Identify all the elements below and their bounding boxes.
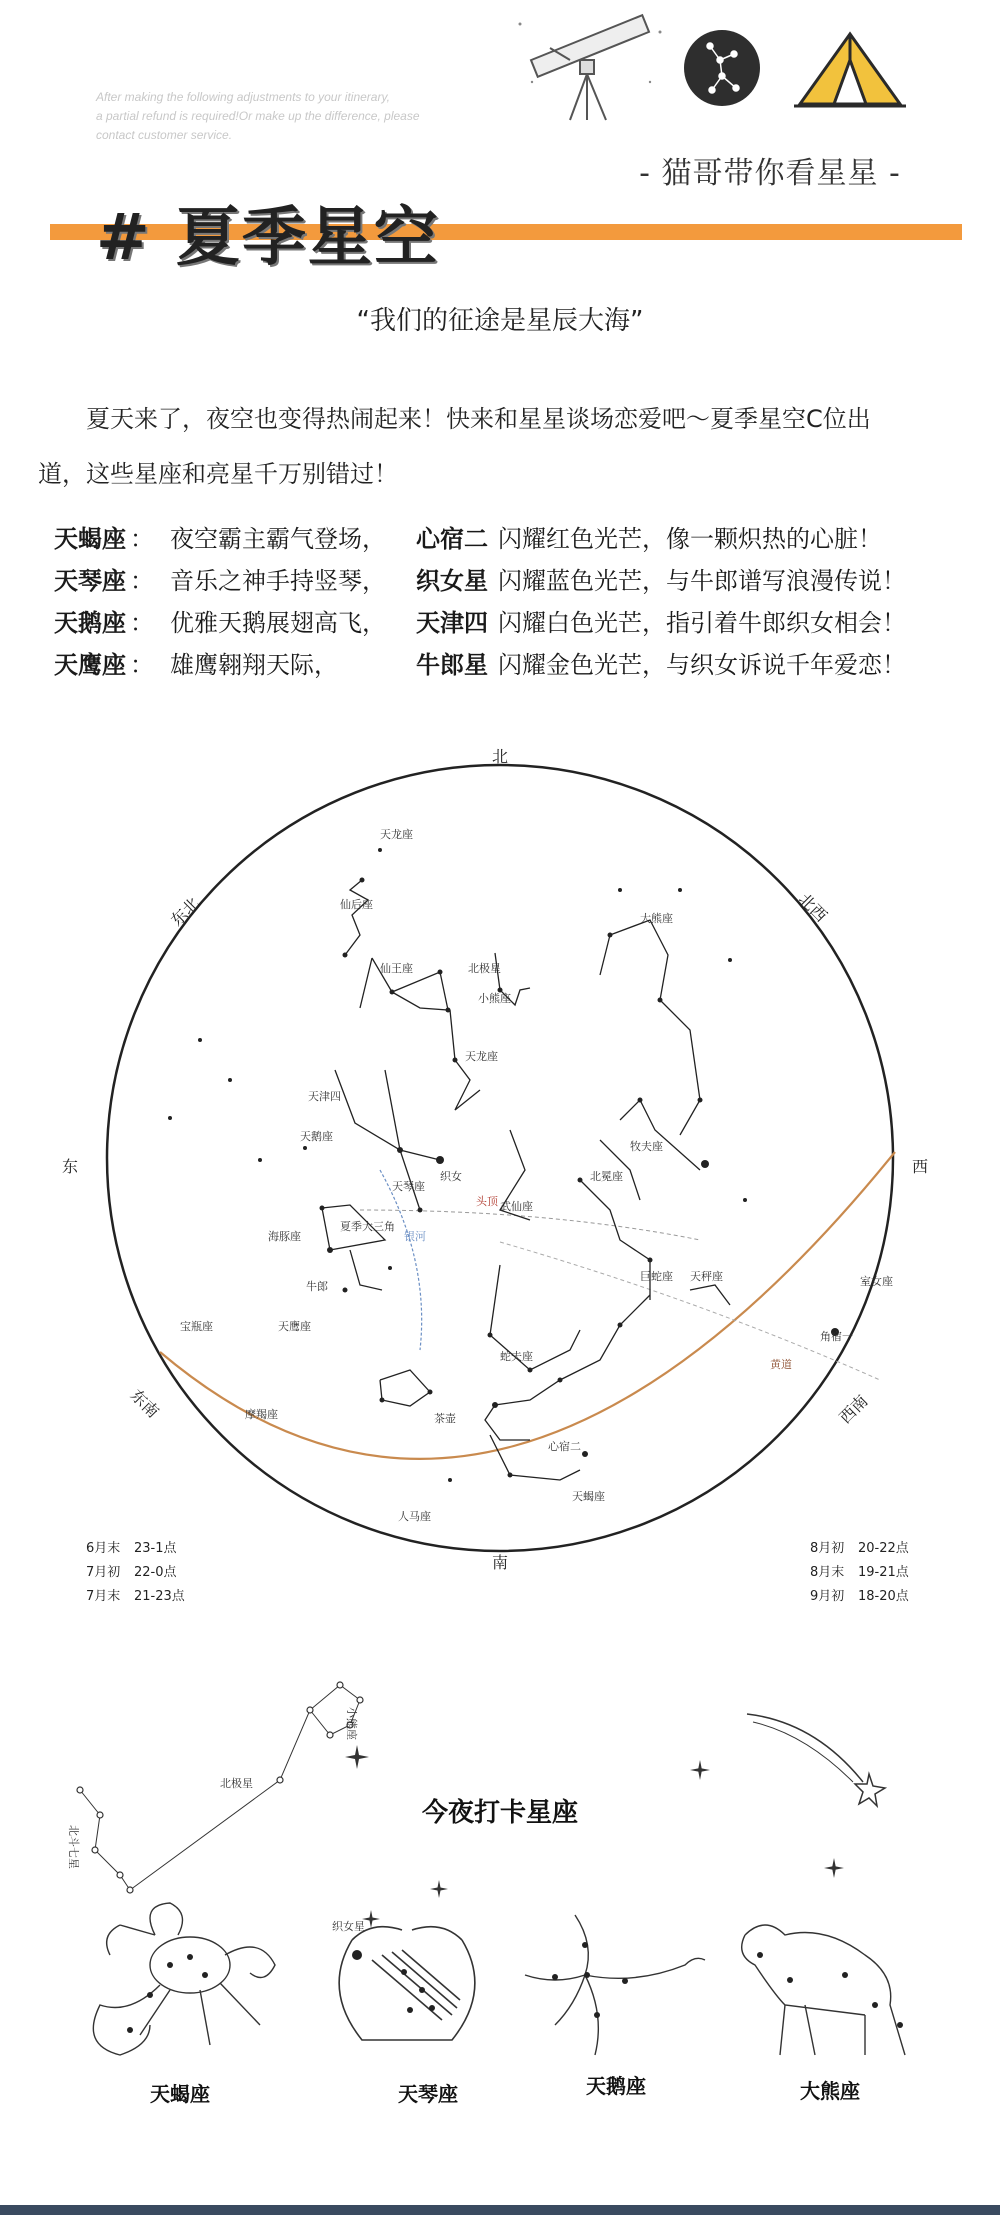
figure-label-cygnus: 天鹅座 (586, 2074, 646, 2098)
intro-paragraph (38, 392, 968, 502)
dir-west: 西 (912, 1157, 929, 1176)
dir-southeast: 东南 (126, 1385, 163, 1422)
svg-text:摩羯座: 摩羯座 (245, 1408, 278, 1421)
dir-southwest: 西南 (835, 1391, 872, 1428)
svg-text:天龙座: 天龙座 (465, 1050, 498, 1063)
cygnus-figure (515, 1905, 715, 2065)
sparkle-icon (824, 1858, 844, 1878)
svg-text:牛郎: 牛郎 (306, 1280, 328, 1293)
sparkle-icon (345, 1745, 369, 1769)
big-dipper-figure (60, 1665, 400, 1895)
svg-text:北极星: 北极星 (220, 1777, 253, 1790)
map-labels (180, 827, 893, 1523)
svg-text:夏季大三角: 夏季大三角 (340, 1220, 395, 1233)
page-title: # 夏季星空 (96, 201, 440, 275)
svg-text:银河: 银河 (404, 1230, 426, 1243)
svg-text:天鹅座: 天鹅座 (300, 1130, 333, 1143)
dir-east: 东 (62, 1157, 79, 1176)
dir-north: 北 (492, 747, 509, 766)
svg-text:天秤座: 天秤座 (690, 1270, 723, 1283)
svg-text:黄道: 黄道 (770, 1358, 792, 1371)
list-item: 9月初 18-20点 (810, 1589, 909, 1604)
figure-label-scorpius: 天蝎座 (150, 2082, 210, 2106)
scorpius-figure (60, 1895, 290, 2075)
intro-line-1: 夏天来了，夜空也变得热闹起来！快来和星星谈场恋爱吧～夏季星空C位出 (86, 405, 871, 433)
svg-text:小熊座: 小熊座 (345, 1707, 358, 1740)
constellation-badge-icon (682, 28, 762, 108)
svg-text:蛇夫座: 蛇夫座 (500, 1350, 533, 1363)
time-table-left (86, 1537, 185, 1609)
svg-text:织女星: 织女星 (332, 1920, 365, 1933)
list-item: 8月初 20-22点 (810, 1541, 909, 1556)
list-item: 天蝎座 ： 夜空霸主霸气登场， 心宿二 闪耀红色光芒，像一颗炽热的心脏！ (54, 525, 882, 553)
sparkle-icon (430, 1880, 448, 1898)
svg-text:武仙座: 武仙座 (500, 1200, 533, 1213)
svg-text:小熊座: 小熊座 (478, 992, 511, 1005)
telescope-icon (510, 12, 670, 122)
lyra-figure (312, 1900, 502, 2070)
svg-text:北斗七星: 北斗七星 (67, 1825, 80, 1869)
checkin-title: 今夜打卡星座 (421, 1798, 578, 1828)
ursa-major-figure (725, 1905, 925, 2065)
list-item: 6月末 23-1点 (86, 1541, 177, 1556)
time-table-right (810, 1537, 909, 1609)
list-item: 8月末 19-21点 (810, 1565, 909, 1580)
stars (168, 848, 839, 1482)
svg-text:宝瓶座: 宝瓶座 (180, 1320, 213, 1333)
constellation-list (54, 518, 974, 686)
star-map (0, 740, 1000, 1640)
svg-text:心宿二: 心宿二 (548, 1440, 581, 1453)
svg-text:角宿一: 角宿一 (820, 1330, 853, 1343)
dir-northeast: 东北 (166, 893, 203, 930)
svg-text:头顶: 头顶 (476, 1195, 498, 1208)
bottom-border (0, 2205, 1000, 2215)
svg-text:室女座: 室女座 (860, 1275, 893, 1288)
list-item: 7月末 21-23点 (86, 1589, 185, 1604)
dir-south: 南 (492, 1553, 509, 1572)
svg-text:天津四: 天津四 (308, 1090, 341, 1103)
svg-text:巨蛇座: 巨蛇座 (640, 1270, 673, 1283)
header-subtitle: - 猫哥带你看星星 - (639, 156, 901, 191)
svg-text:仙王座: 仙王座 (380, 962, 413, 975)
figure-label-lyra: 天琴座 (398, 2082, 458, 2106)
svg-text:海豚座: 海豚座 (268, 1230, 301, 1243)
svg-text:茶壶: 茶壶 (434, 1412, 456, 1425)
svg-text:仙后座: 仙后座 (340, 898, 373, 911)
svg-text:北极星: 北极星 (468, 962, 501, 975)
svg-text:天琴座: 天琴座 (392, 1180, 425, 1193)
svg-text:大熊座: 大熊座 (640, 912, 673, 925)
svg-text:人马座: 人马座 (398, 1510, 431, 1523)
list-item: 7月初 22-0点 (86, 1565, 177, 1580)
tent-icon (790, 30, 910, 110)
list-item: 天琴座 ： 音乐之神手持竖琴， 织女星 闪耀蓝色光芒，与牛郎谱写浪漫传说！ (54, 567, 906, 595)
svg-text:牧夫座: 牧夫座 (630, 1140, 663, 1153)
svg-text:天鹰座: 天鹰座 (278, 1320, 311, 1333)
figure-label-ursa-major: 大熊座 (800, 2079, 860, 2103)
dir-northwest: 北西 (794, 889, 831, 926)
svg-text:织女: 织女 (440, 1170, 462, 1183)
ecliptic-line (500, 1242, 880, 1380)
shooting-star-icon (745, 1712, 895, 1812)
list-item: 天鹅座 ： 优雅天鹅展翅高飞， 天津四 闪耀白色光芒，指引着牛郎织女相会！ (54, 609, 906, 637)
svg-text:北冕座: 北冕座 (590, 1170, 623, 1183)
faint-note: After making the following adjustments to your itinerary, a partial refund is required!Or make up the difference, please contact customer service. (96, 90, 420, 142)
list-item: 天鹰座 ： 雄鹰翱翔天际， 牛郎星 闪耀金色光芒，与织女诉说千年爱恋！ (54, 651, 906, 679)
horizon-circle (107, 765, 893, 1551)
sparkle-icon (690, 1760, 710, 1780)
intro-line-2: 道，这些星座和亮星千万别错过！ (38, 460, 398, 488)
svg-text:天龙座: 天龙座 (380, 828, 413, 841)
page-quote: “我们的征途是星辰大海” (356, 306, 644, 336)
svg-text:天蝎座: 天蝎座 (572, 1490, 605, 1503)
